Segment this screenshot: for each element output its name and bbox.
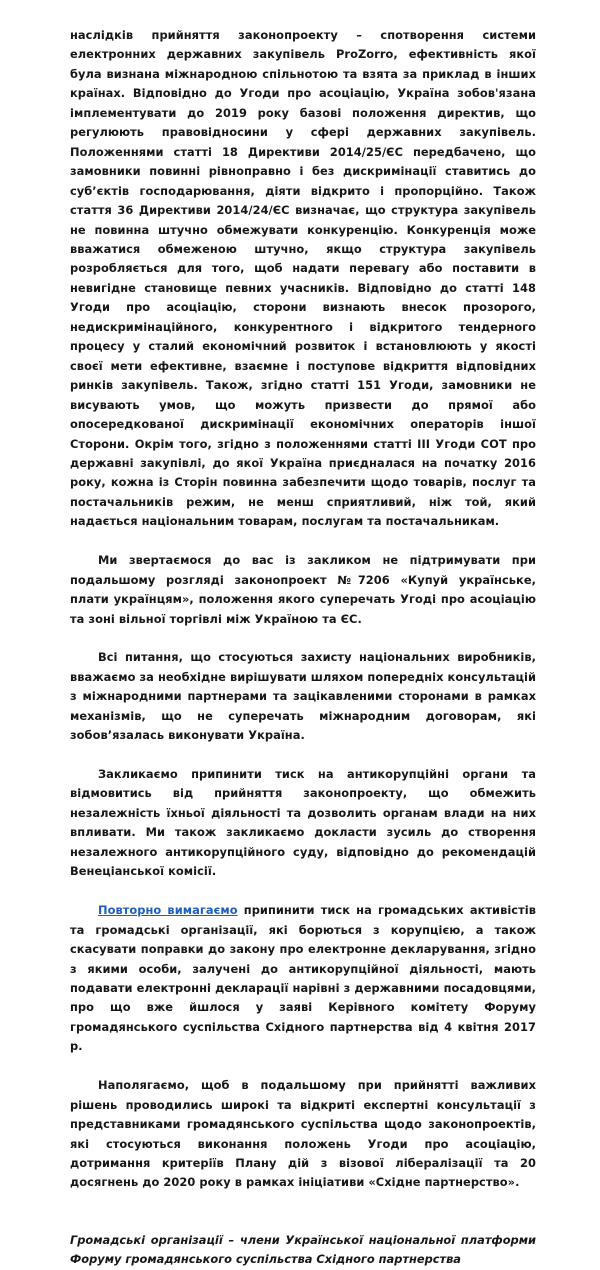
paragraph-1: наслідків прийняття законопроекту – спотворення системи електронних державних закупівель ProZorro, ефективність якої була визнана міжнародною спільнотою та взята за приклад в інших країнах. Відповідно до Угоди про асоціацію, Україна зобов'язана імплементувати до 2019 року базові положення директив, що регулюють правовідносини у сфері державних закупівель. Положеннями статті 18 Директиви 2014/25/ЄС передбачено, що замовники повинні рівноправно і без дискримінації ставитись до суб’єктів господарювання, діяти відкрито і пропорційно. Також стаття 36 Директиви 2014/24/ЄС визначає, що структура закупівель не повинна штучно обмежувати конкуренцію. Конкуренція може вважатися обмеженою штучно, якщо структура закупівель розробляється для того, щоб надати перевагу або поставити в невигідне становище певних учасників. Відповідно до статті 148 Угоди про асоціацію, сторони визнають внесок прозорого, недискримінаційного, конкурентного і відкритого тендерного процесу у сталий економічний розвиток і встановлюють у якості своєї мети ефективне, взаємне і поступове відкриття відповідних ринків закупівель. Також, згідно статті 151 Угоди, замовники не висувають умов, що можуть призвести до прямої або опосередкованої дискримінації економічних операторів іншої Сторони. Окрім того, згідно з положеннями статті ІІІ Угоди СОТ про державні закупівлі, до якої Україна приєдналася на початку 2016 року, кожна із Сторін повинна забезпечити щодо товарів, послуг та постачальників режим, не менш сприятливий, ніж той, який надається національним товарам, послугам та постачальникам. xyxy=(70,28,536,529)
paragraph-5 xyxy=(70,901,536,1057)
paragraph-6: Наполягаємо, щоб в подальшому при прийнятті важливих рішень проводились широкі та відкриті експертні консультації з представниками громадянського суспільства щодо законопроектів, які стосуються виконання положень Угоди про асоціацію, дотримання критеріїв Плану дій з візової лібералізації та 20 досягнень до 2020 року в рамках ініціативи «Східне партнерство». xyxy=(70,1078,536,1190)
repeated-demand-link[interactable]: Повторно вимагаємо xyxy=(98,903,238,918)
signature-line: Громадські організації – члени Української національної платформи Форуму громадянського суспільства Східного партнерства xyxy=(70,1232,536,1267)
document-body xyxy=(70,26,536,1270)
paragraph-2: Ми звертаємося до вас із закликом не підтримувати при подальшому розгляді законопроект №7206 «Купуй українське, плати українцям», положення якого суперечать Угоді про асоціацію та зоні вільної торгівлі між Україною та ЄС. xyxy=(70,553,536,626)
paragraph-5-text: припинити тиск на громадських активістів та громадські організації, які борються з корупцією, а також скасувати поправки до закону про електронне декларування, згідно з якими особи, залучені до антикорупційної діяльності, мають подавати електронні декларації нарівні з державними посадовцями, про що вже йшлося у заяві Керівного комітету Форуму громадянського суспільства Східного партнерства від 4 квітня 2017 р. xyxy=(70,903,536,1054)
paragraph-3: Всі питання, що стосуються захисту національних виробників, вважаємо за необхідне вирішувати шляхом попередніх консультацій з міжнародними партнерами та зацікавленими сторонами в рамках механізмів, що не суперечать міжнародним договорам, які зобов’язалась виконувати Україна. xyxy=(70,650,536,743)
paragraph-4: Закликаємо припинити тиск на антикорупційні органи та відмовитись від прийняття законопроекту, що обмежить незалежність їхньої діяльності та дозволить органам влади на них впливати. Ми також закликаємо докласти зусиль до створення незалежного антикорупційного суду, відповідно до рекомендацій Венеціанської комісії. xyxy=(70,767,536,879)
